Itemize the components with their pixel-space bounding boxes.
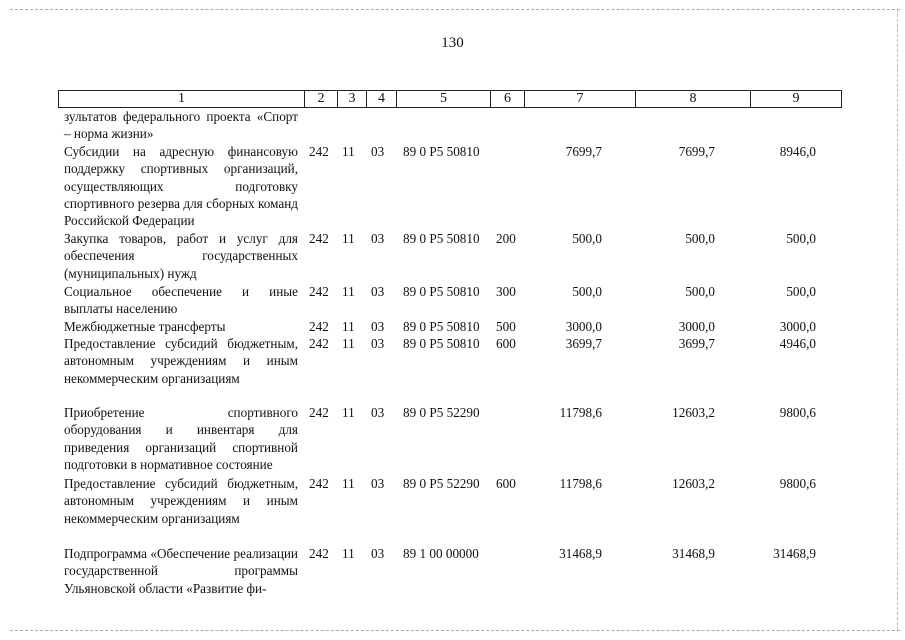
cell-section: 11 — [342, 231, 355, 246]
cell-amount-col7: 31468,9 — [559, 546, 602, 561]
cell-section: 11 — [342, 405, 355, 420]
cell-target-article: 89 0 P5 50810 — [403, 144, 480, 159]
cell-amount-col9: 9800,6 — [779, 476, 816, 491]
header-col-9: 9 — [750, 90, 842, 108]
cell-amount-col9: 500,0 — [786, 231, 816, 246]
cell-section: 11 — [342, 144, 355, 159]
cell-expense-type: 200 — [496, 231, 516, 246]
cell-amount-col8: 31468,9 — [672, 546, 715, 561]
cell-ministry-code: 242 — [309, 405, 329, 420]
cell-subsection: 03 — [371, 231, 385, 246]
cell-target-article: 89 0 P5 52290 — [403, 405, 480, 420]
cell-section: 11 — [342, 546, 355, 561]
row-description: Подпрограмма «Обеспечение реализации государственной программы Ульяновской области «Развитие фи- — [64, 546, 298, 596]
row-description: Межбюджетные трансферты — [64, 319, 226, 334]
cell-amount-col8: 500,0 — [685, 231, 715, 246]
table-header — [58, 90, 842, 108]
page-number: 130 — [441, 35, 464, 51]
header-col-5: 5 — [396, 90, 490, 108]
page-border-bottom — [10, 630, 900, 631]
cell-ministry-code: 242 — [309, 476, 329, 491]
cell-amount-col7: 7699,7 — [565, 144, 602, 159]
cell-amount-col9: 3000,0 — [779, 319, 816, 334]
header-col-2: 2 — [304, 90, 337, 108]
cell-section: 11 — [342, 476, 355, 491]
cell-target-article: 89 1 00 00000 — [403, 546, 479, 561]
cell-amount-col7: 11798,6 — [559, 476, 602, 491]
cell-subsection: 03 — [371, 405, 385, 420]
row-description: Субсидии на адресную финансовую поддержку спортивных организаций, осуществляющих подготовку спортивного резерва для сборных команд Российской Федерации — [64, 144, 298, 229]
cell-amount-col8: 500,0 — [685, 284, 715, 299]
row-description: Закупка товаров, работ и услуг для обеспечения государственных (муниципальных) нужд — [64, 231, 298, 281]
cell-amount-col7: 500,0 — [572, 231, 602, 246]
cell-section: 11 — [342, 319, 355, 334]
cell-amount-col7: 11798,6 — [559, 405, 602, 420]
cell-subsection: 03 — [371, 336, 385, 351]
cell-amount-col9: 500,0 — [786, 284, 816, 299]
cell-amount-col7: 3699,7 — [565, 336, 602, 351]
page-border-right — [897, 9, 898, 630]
row-description: Социальное обеспечение и иные выплаты населению — [64, 284, 298, 317]
cell-subsection: 03 — [371, 284, 385, 299]
cell-target-article: 89 0 P5 52290 — [403, 476, 480, 491]
cell-amount-col7: 500,0 — [572, 284, 602, 299]
row-description: Приобретение спортивного оборудования и инвентаря для приведения организаций спортивной подготовки в нормативное состояние — [64, 405, 298, 472]
cell-amount-col8: 7699,7 — [678, 144, 715, 159]
cell-expense-type: 600 — [496, 336, 516, 351]
cell-expense-type: 300 — [496, 284, 516, 299]
page-border-top — [10, 9, 900, 10]
cell-target-article: 89 0 P5 50810 — [403, 319, 480, 334]
header-col-7: 7 — [524, 90, 635, 108]
cell-ministry-code: 242 — [309, 319, 329, 334]
cell-expense-type: 500 — [496, 319, 516, 334]
cell-subsection: 03 — [371, 144, 385, 159]
cell-target-article: 89 0 P5 50810 — [403, 231, 480, 246]
cell-amount-col9: 9800,6 — [779, 405, 816, 420]
cell-section: 11 — [342, 336, 355, 351]
row-description: Предоставление субсидий бюджетным, автономным учреждениям и иным некоммерческим организациям — [64, 476, 298, 526]
cell-ministry-code: 242 — [309, 231, 329, 246]
cell-ministry-code: 242 — [309, 144, 329, 159]
cell-ministry-code: 242 — [309, 546, 329, 561]
cell-amount-col9: 8946,0 — [779, 144, 816, 159]
cell-amount-col7: 3000,0 — [565, 319, 602, 334]
cell-subsection: 03 — [371, 546, 385, 561]
cell-amount-col9: 4946,0 — [779, 336, 816, 351]
cell-ministry-code: 242 — [309, 336, 329, 351]
cell-section: 11 — [342, 284, 355, 299]
header-col-4: 4 — [366, 90, 396, 108]
cell-amount-col8: 12603,2 — [672, 476, 715, 491]
cell-subsection: 03 — [371, 476, 385, 491]
header-col-3: 3 — [337, 90, 366, 108]
cell-amount-col8: 3699,7 — [678, 336, 715, 351]
cell-subsection: 03 — [371, 319, 385, 334]
cell-expense-type: 600 — [496, 476, 516, 491]
cell-amount-col8: 3000,0 — [678, 319, 715, 334]
cell-amount-col9: 31468,9 — [773, 546, 816, 561]
header-col-1: 1 — [58, 90, 304, 108]
cell-target-article: 89 0 P5 50810 — [403, 284, 480, 299]
cell-target-article: 89 0 P5 50810 — [403, 336, 480, 351]
row-description: Предоставление субсидий бюджетным, автономным учреждениям и иным некоммерческим организациям — [64, 336, 298, 386]
cell-amount-col8: 12603,2 — [672, 405, 715, 420]
cell-ministry-code: 242 — [309, 284, 329, 299]
header-col-6: 6 — [490, 90, 524, 108]
header-col-8: 8 — [635, 90, 750, 108]
row-description: зультатов федерального проекта «Спорт – норма жизни» — [64, 109, 298, 142]
